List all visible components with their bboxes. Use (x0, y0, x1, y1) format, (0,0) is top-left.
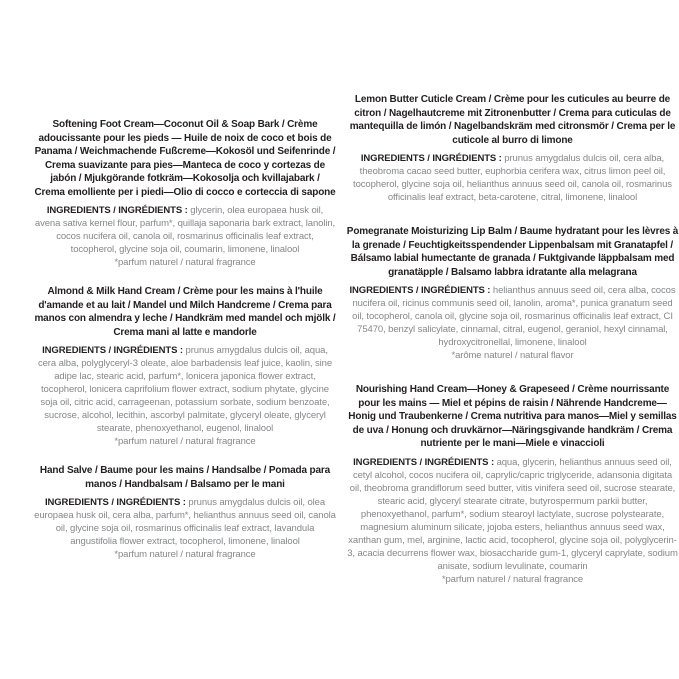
ingredients-paragraph (346, 152, 679, 204)
product-block-almond-milk-hand-cream (34, 285, 336, 448)
product-block-hand-salve (34, 464, 336, 561)
fragrance-footnote: *parfum naturel / natural fragrance (441, 573, 584, 585)
product-title: Pomegranate Moisturizing Lip Balm / Baume hydratant pour les lèvres à la grenade / Feuchtigkeitsspendender Lippenbalsam mit Granatapfel / Bálsamo labial humectante de granada / Fuktgivande läppbalsam med granatäpple / Balsamo labbra idratante alla melagrana (346, 226, 679, 278)
ingredients-label: INGREDIENTS / INGRÉDIENTS : (349, 285, 491, 297)
product-title: Hand Salve / Baume pour les mains / Handsalbe / Pomada para manos / Handbalsam / Balsamo per le mani (39, 465, 331, 490)
ingredients-paragraph (346, 456, 679, 573)
ingredients-label: INGREDIENTS / INGRÉDIENTS : (360, 153, 502, 165)
product-title: Nourishing Hand Cream—Honey & Grapeseed / Crème nourrissante pour les mains — Miel et pépins de raisin / Nährende Handcreme—Honig und Traubenkerne / Crema nutritiva para manos—Miel y semillas de uva / Honung och druvkärnor—Näringsgivande handkräm / Crema nutriente per le mani—Miele e vinaccioli (348, 384, 677, 450)
fragrance-footnote: *parfum naturel / natural fragrance (114, 549, 256, 560)
ingredients-label: INGREDIENTS / INGRÉDIENTS : (46, 205, 188, 216)
ingredients-paragraph (346, 284, 679, 349)
product-block-softening-foot-cream (34, 118, 336, 269)
product-block-pomegranate-lip-balm (346, 225, 679, 362)
ingredients-paragraph (34, 344, 336, 435)
ingredients-list: helianthus annuus seed oil, cera alba, cocos nucifera oil, ricinus communis seed oil, lanolin, aroma*, punica granatum seed oil, tocopherol, canola oil, glycine soja oil, rosmarinus officinalis leaf extract, CI 75470, benzyl salicylate, cinnamal, citral, eugenol, geraniol, hexyl cinnamal, hydroxycitronellal, limonene, linalool (352, 285, 676, 349)
ingredients-label: INGREDIENTS / INGRÉDIENTS : (44, 497, 186, 508)
fragrance-footnote: *parfum naturel / natural fragrance (114, 436, 256, 447)
product-block-nourishing-hand-cream (346, 383, 679, 586)
fragrance-footnote: *parfum naturel / natural fragrance (114, 257, 256, 268)
product-title: Lemon Butter Cuticle Cream / Crème pour les cuticules au beurre de citron / Nagelhautcreme mit Zitronenbutter / Crema para cuticulas de mantequilla de limón / Nagelbandskräm med citronsmör / Crema per le cuticole al burro di limone (349, 94, 676, 146)
ingredients-label: INGREDIENTS / INGRÉDIENTS : (42, 345, 183, 356)
product-title: Almond & Milk Hand Cream / Crème pour les mains à l'huile d'amande et au lait / Mandel und Milch Handcreme / Crema para manos con almendra y leche / Handkräm med mandel och mjölk / Crema mani al latte e mandorle (34, 286, 336, 338)
ingredients-paragraph (34, 204, 336, 256)
right-column (346, 0, 679, 679)
ingredients-list: prunus amygdalus dulcis oil, aqua, cera alba, polyglyceryl-3 oleate, aloe barbadensis leaf juice, kaolin, sine adipe lac, stearic acid, parfum*, lonicera japonica flower extract, tocopherol, lonicera caprifolium flower extract, sodium phytate, glycine soja oil, citric acid, carrageenan, potassium sorbate, sodium benzoate, sucrose, alcohol, lecithin, ascorbyl palmitate, glyceryl oleate, glyceryl stearate, phenoxyethanol, eugenol, linalool (37, 345, 333, 434)
ingredients-label: INGREDIENTS / INGRÉDIENTS : (353, 456, 495, 468)
product-block-lemon-butter-cuticle-cream (346, 93, 679, 204)
left-column (34, 0, 336, 679)
product-title: Softening Foot Cream—Coconut Oil & Soap Bark / Crème adoucissante pour les pieds — Huile de noix de coco et bois de Panama / Weichmachende Fußcreme—Kokosöl und Seifenrinde / Crema suavizante para pies—Manteca de coco y cortezas de jabón / Mjukgörande fotkräm—Kokosolja och kvillajabark / Crema emolliente per i piedi—Olio di cocco e corteccia di sapone (34, 119, 336, 198)
ingredients-list: aqua, glycerin, helianthus annuus seed oil, cetyl alcohol, cocos nucifera oil, caprylic/capric triglyceride, adansonia digitata oil, theobroma grandiflorum seed butter, vitis vinifera seed oil, sucrose stearate, stearic acid, glyceryl stearate citrate, butyrospermum parkii butter, phenoxyethanol, parfum*, sodium stearoyl lactylate, sucrose polystearate, magnesium aluminum silicate, jojoba esters, helianthus annuus seed wax, xanthan gum, mel, arginine, lactic acid, tocopherol, glycine soja oil, polyglycerin-3, acacia decurrens flower wax, biosaccharide gum-1, glyceryl caprylate, sodium anisate, sodium levulinate, coumarin (347, 456, 678, 572)
ingredients-paragraph (34, 496, 336, 548)
fragrance-footnote: *arôme naturel / natural flavor (451, 350, 574, 362)
ingredients-list: prunus amygdalus dulcis oil, cera alba, theobroma cacao seed butter, euphorbia cerifera wax, citrus limon peel oil, tocopherol, glycine soja oil, helianthus annuus seed oil, canola oil, rosmarinus officinalis leaf extract, beta-carotene, citral, limonene, linalool (353, 153, 672, 204)
ingredients-list: glycerin, olea europaea husk oil, avena sativa kernel flour, parfum*, quillaja saponaria bark extract, lanolin, cocos nucifera oil, canola oil, rosmarinus officinalis leaf extract, tocopherol, glycine soja oil, coumarin, limonene, linalool (34, 205, 336, 255)
ingredients-list: prunus amygdalus dulcis oil, olea europaea husk oil, cera alba, parfum*, helianthus annuus seed oil, canola oil, glycine soja oil, rosmarinus officinalis leaf extract, lavandula angustifolia flower extract, tocopherol, limonene, linalool (34, 497, 336, 547)
